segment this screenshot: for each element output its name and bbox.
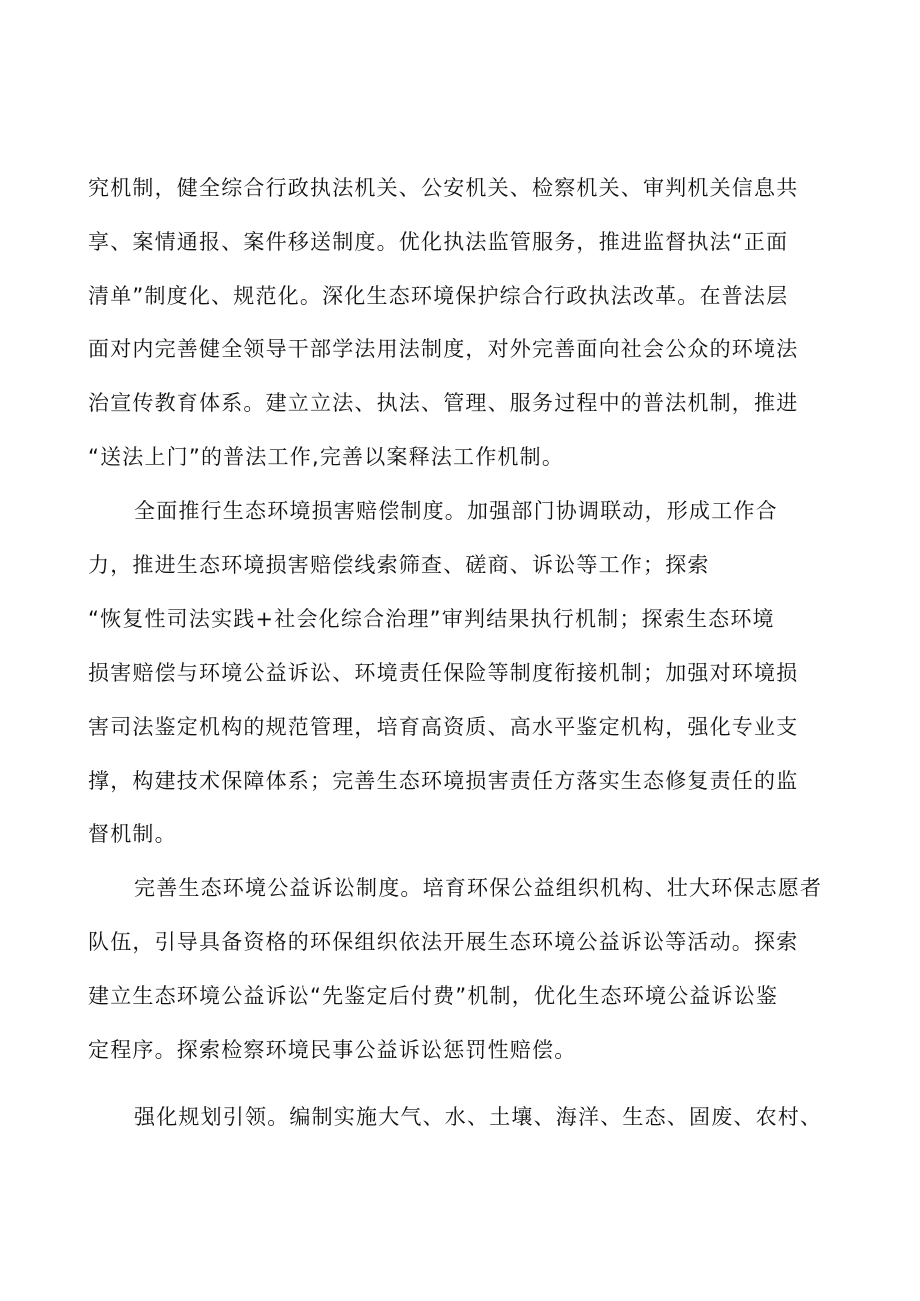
text-line: 全面推行生态环境损害赔偿制度。加强部门协调联动，形成工作合 bbox=[134, 499, 778, 523]
text-line: 享、案情通报、案件移送制度。优化执法监管服务，推进监督执法“正面 bbox=[88, 230, 789, 254]
text-line: 害司法鉴定机构的规范管理，培育高资质、高水平鉴定机构，强化专业支 bbox=[88, 715, 799, 739]
text-line: 清单”制度化、规范化。深化生态环境保护综合行政执法改革。在普法层 bbox=[88, 284, 789, 308]
text-line: 队伍，引导具备资格的环保组织依法开展生态环境公益诉讼等活动。探索 bbox=[88, 930, 799, 954]
text-line: 定程序。探索检察环境民事公益诉讼惩罚性赔偿。 bbox=[88, 1038, 577, 1062]
text-line: 损害赔偿与环境公益诉讼、环境责任保险等制度衔接机制；加强对环境损 bbox=[88, 661, 799, 685]
text-line: 究机制，健全综合行政执法机关、公安机关、检察机关、审判机关信息共 bbox=[88, 176, 799, 200]
text-line: 面对内完善健全领导干部学法用法制度，对外完善面向社会公众的环境法 bbox=[88, 337, 799, 361]
text-line: 力，推进生态环境损害赔偿线索筛查、磋商、诉讼等工作；探索 bbox=[88, 553, 710, 577]
text-line: 治宣传教育体系。建立立法、执法、管理、服务过程中的普法机制，推进 bbox=[88, 391, 799, 415]
text-line: 督机制。 bbox=[88, 822, 177, 846]
text-line: “恢复性司法实践+社会化综合治理”审判结果执行机制；探索生态环境 bbox=[88, 607, 775, 631]
text-line: 强化规划引领。编制实施大气、水、土壤、海洋、生态、固废、农村、 bbox=[134, 1105, 823, 1129]
text-line: 建立生态环境公益诉讼“先鉴定后付费”机制，优化生态环境公益诉讼鉴 bbox=[88, 984, 779, 1008]
text-line: 撑，构建技术保障体系；完善生态环境损害责任方落实生态修复责任的监 bbox=[88, 769, 799, 793]
text-line: 完善生态环境公益诉讼制度。培育环保公益组织机构、壮大环保志愿者 bbox=[134, 876, 823, 900]
text-line: “送法上门”的普法工作,完善以案释法工作机制。 bbox=[88, 445, 565, 469]
